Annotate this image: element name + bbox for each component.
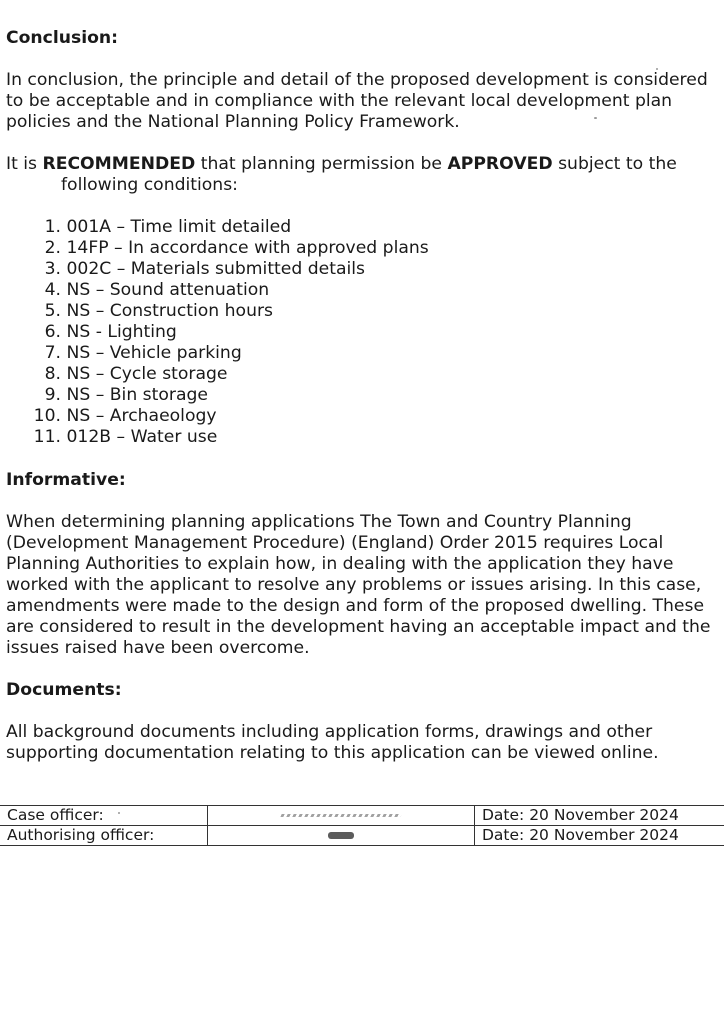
authorising-officer-signature	[208, 826, 475, 846]
scan-speck	[656, 68, 658, 70]
conclusion-paragraph: In conclusion, the principle and detail of the proposed development is considered to be acceptable and in compliance with the relevant local development plan policies and the National Planning Policy Framework.	[6, 70, 708, 132]
condition-item	[6, 301, 429, 322]
condition-number: 6.	[44, 322, 61, 342]
recommendation-middle: that planning permission be	[195, 154, 448, 174]
condition-text: NS – Archaeology	[66, 406, 217, 426]
condition-item	[6, 259, 429, 280]
condition-number: 10.	[33, 406, 61, 426]
condition-text: 001A – Time limit detailed	[66, 217, 292, 237]
condition-number: 1.	[44, 217, 61, 237]
recommendation-line2: following conditions:	[61, 175, 238, 195]
recommendation-prefix: It is	[6, 154, 43, 174]
condition-text: 002C – Materials submitted details	[66, 259, 366, 279]
conclusion-heading: Conclusion:	[6, 28, 119, 48]
condition-item	[6, 238, 429, 259]
informative-paragraph: When determining planning applications The Town and Country Planning (Development Management Procedure) (England) Order 2015 requires Local Planning Authorities to explain how, in dealing with the application they have worked with the applicant to resolve any problems or issues arising. In this case, amendments were made to the design and form of the proposed dwelling. These are considered to result in the development having an acceptable impact and the issues raised have been overcome.	[6, 512, 711, 658]
condition-text: NS – Construction hours	[66, 301, 273, 321]
condition-item	[6, 385, 429, 406]
condition-text: NS - Lighting	[66, 322, 177, 342]
scan-speck	[118, 812, 120, 814]
condition-number: 8.	[44, 364, 61, 384]
condition-number: 7.	[44, 343, 61, 363]
recommendation-suffix: subject to the	[552, 154, 677, 174]
condition-text: NS – Cycle storage	[66, 364, 228, 384]
condition-item	[6, 343, 429, 364]
scan-speck	[594, 117, 597, 119]
informative-heading: Informative:	[6, 470, 126, 490]
condition-text: NS – Sound attenuation	[66, 280, 270, 300]
condition-item	[6, 280, 429, 301]
condition-number: 9.	[44, 385, 61, 405]
case-officer-date: Date: 20 November 2024	[475, 806, 724, 826]
authorising-officer-row	[0, 826, 724, 846]
condition-number: 4.	[44, 280, 61, 300]
condition-text: 14FP – In accordance with approved plans	[66, 238, 429, 258]
case-officer-label: Case officer:	[0, 806, 208, 826]
condition-item	[6, 217, 429, 238]
signoff-table	[0, 805, 724, 846]
redacted-signature-mark	[328, 832, 354, 839]
condition-number: 3.	[44, 259, 61, 279]
condition-item	[6, 322, 429, 343]
documents-heading: Documents:	[6, 680, 122, 700]
condition-text: NS – Bin storage	[66, 385, 208, 405]
redacted-signature-mark	[280, 814, 401, 817]
condition-number: 11.	[33, 427, 61, 447]
condition-item	[6, 427, 429, 448]
case-officer-row	[0, 806, 724, 826]
documents-paragraph: All background documents including application forms, drawings and other supporting documentation relating to this application can be viewed online.	[6, 722, 659, 763]
condition-number: 2.	[44, 238, 61, 258]
authorising-officer-date: Date: 20 November 2024	[475, 826, 724, 846]
condition-item	[6, 364, 429, 385]
case-officer-signature	[208, 806, 475, 826]
recommendation-paragraph	[6, 154, 721, 196]
conditions-list	[6, 217, 429, 448]
recommended-emphasis: RECOMMENDED	[42, 154, 196, 174]
authorising-officer-label: Authorising officer:	[0, 826, 208, 846]
condition-text: NS – Vehicle parking	[66, 343, 242, 363]
condition-text: 012B – Water use	[66, 427, 218, 447]
condition-item	[6, 406, 429, 427]
approved-emphasis: APPROVED	[447, 154, 553, 174]
condition-number: 5.	[44, 301, 61, 321]
